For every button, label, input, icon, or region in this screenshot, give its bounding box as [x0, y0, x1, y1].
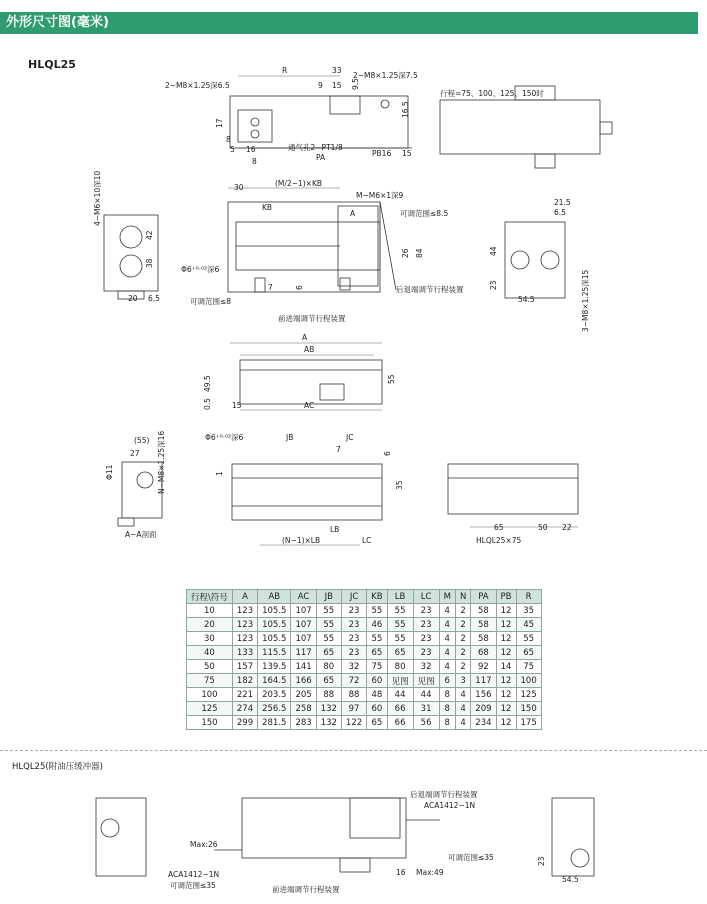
table-cell: 55	[316, 604, 341, 618]
table-cell: 105.5	[258, 618, 291, 632]
table-cell: 115.5	[258, 646, 291, 660]
dim: 15	[402, 149, 412, 158]
table-cell: 65	[316, 646, 341, 660]
table-cell: 107	[291, 618, 316, 632]
dim: 30	[234, 183, 244, 192]
label: 可调范围≤35	[170, 881, 216, 890]
table-cell: 30	[187, 632, 233, 646]
table-cell: 203.5	[258, 688, 291, 702]
table-cell: 80	[316, 660, 341, 674]
table-cell: 139.5	[258, 660, 291, 674]
table-cell: 132	[316, 702, 341, 716]
table-cell: 10	[187, 604, 233, 618]
table-cell: 221	[232, 688, 257, 702]
label: M−M6×1深9	[356, 191, 404, 200]
dim: 5	[230, 145, 235, 154]
table-cell: 55	[387, 618, 413, 632]
table-cell: 100	[187, 688, 233, 702]
table-cell: 117	[291, 646, 316, 660]
label: HLQL25×75	[476, 536, 522, 545]
table-cell: 12	[496, 716, 516, 730]
dim: 15	[232, 401, 242, 410]
table-row	[187, 674, 542, 688]
dim: 21.5	[554, 198, 571, 207]
dim: JC	[346, 433, 354, 442]
table-cell: 20	[187, 618, 233, 632]
table-cell: 45	[516, 618, 541, 632]
dim: 8	[226, 135, 231, 144]
dim: PA	[316, 153, 326, 162]
table-cell: 见图	[413, 674, 439, 688]
table-cell: 75	[187, 674, 233, 688]
table-cell: 175	[516, 716, 541, 730]
dim: A	[350, 209, 356, 218]
table-cell: 48	[367, 688, 387, 702]
table-row	[187, 716, 542, 730]
table-cell: 92	[471, 660, 496, 674]
table-row	[187, 618, 542, 632]
dim: 65	[494, 523, 504, 532]
table-header: 行程\符号	[187, 590, 233, 604]
dim: LB	[330, 525, 340, 534]
label: ACA1412−1N	[424, 801, 476, 810]
table-cell: 205	[291, 688, 316, 702]
label: 前进端调节行程装置	[278, 314, 346, 323]
dim: 6.5	[148, 294, 160, 303]
label: 可调范围≤8	[190, 297, 232, 306]
table-cell: 164.5	[258, 674, 291, 688]
table-cell: 55	[387, 604, 413, 618]
dim: 55	[387, 374, 396, 384]
table-cell: 55	[367, 632, 387, 646]
table-cell: 56	[413, 716, 439, 730]
table-cell: 88	[316, 688, 341, 702]
dim: 20	[128, 294, 138, 303]
table-cell: 55	[387, 632, 413, 646]
table-cell: 58	[471, 618, 496, 632]
table-header: KB	[367, 590, 387, 604]
table-header: PB	[496, 590, 516, 604]
label: 可调范围≤8.5	[400, 209, 449, 218]
dimension-values	[105, 66, 579, 884]
table-cell: 125	[187, 702, 233, 716]
table-header: JC	[341, 590, 366, 604]
table-cell: 8	[439, 702, 455, 716]
table-cell: 97	[341, 702, 366, 716]
dim: PB16	[372, 149, 392, 158]
table-header: A	[232, 590, 257, 604]
table-cell: 150	[516, 702, 541, 716]
table-header: AB	[258, 590, 291, 604]
table-cell: 105.5	[258, 632, 291, 646]
dim: 27	[130, 449, 140, 458]
table-cell: 58	[471, 632, 496, 646]
table-cell: 122	[341, 716, 366, 730]
table-cell: 2	[455, 618, 470, 632]
label: 通气孔2−PT1/8	[288, 143, 343, 152]
table-cell: 12	[496, 632, 516, 646]
table-cell: 60	[367, 702, 387, 716]
dim: JB	[286, 433, 294, 442]
table-header: LC	[413, 590, 439, 604]
table-cell: 55	[316, 618, 341, 632]
dim: 8	[252, 157, 257, 166]
table-cell: 72	[341, 674, 366, 688]
table-cell: 55	[316, 632, 341, 646]
table-cell: 4	[455, 688, 470, 702]
table-cell: 23	[413, 632, 439, 646]
table-cell: 65	[387, 646, 413, 660]
table-cell: 100	[516, 674, 541, 688]
dim: R	[282, 66, 288, 75]
table-cell: 55	[367, 604, 387, 618]
table-cell: 75	[367, 660, 387, 674]
label: 行程=75、100、125、150时	[440, 89, 544, 98]
table-row	[187, 702, 542, 716]
table-cell: 12	[496, 646, 516, 660]
table-cell: 35	[516, 604, 541, 618]
table-cell: 23	[341, 632, 366, 646]
table-cell: 44	[413, 688, 439, 702]
dim: 17	[215, 118, 224, 128]
table-cell: 4	[455, 716, 470, 730]
table-cell: 65	[316, 674, 341, 688]
table-cell: 88	[341, 688, 366, 702]
dim: 1	[215, 471, 224, 476]
table-cell: 105.5	[258, 604, 291, 618]
table-header: LB	[387, 590, 413, 604]
label: (N−1)×LB	[282, 536, 321, 545]
table-cell: 256.5	[258, 702, 291, 716]
dim: 23	[537, 856, 546, 866]
table-cell: 44	[387, 688, 413, 702]
table-header: JB	[316, 590, 341, 604]
table-cell: 66	[387, 716, 413, 730]
dim: 84	[415, 248, 424, 258]
label: ACA1412−1N	[168, 870, 220, 879]
model-title: HLQL25	[28, 58, 76, 71]
dim: 44	[489, 246, 498, 256]
table-cell: 4	[439, 618, 455, 632]
dim: (55)	[134, 436, 150, 445]
label: Φ6⁺⁰·⁰²深6	[205, 433, 244, 442]
table-row	[187, 688, 542, 702]
table-cell: 50	[187, 660, 233, 674]
table-header: R	[516, 590, 541, 604]
dim: 54.5	[562, 875, 579, 884]
dim: 42	[145, 230, 154, 240]
dim: AC	[304, 401, 315, 410]
dim: A	[302, 333, 308, 342]
dim: 16.5	[401, 101, 410, 118]
table-cell: 234	[471, 716, 496, 730]
dim: Φ11	[105, 464, 114, 480]
table-cell: 123	[232, 604, 257, 618]
dim: 6	[383, 451, 392, 456]
label: Max:49	[416, 868, 444, 877]
dim: 6	[295, 285, 304, 290]
table-cell: 4	[439, 632, 455, 646]
table-cell: 12	[496, 688, 516, 702]
table-cell: 23	[413, 618, 439, 632]
table-cell: 3	[455, 674, 470, 688]
table-cell: 107	[291, 632, 316, 646]
table-cell: 4	[439, 660, 455, 674]
dim: 50	[538, 523, 548, 532]
label: 后退端调节行程装置	[410, 790, 478, 799]
table-cell: 23	[341, 646, 366, 660]
section-header: 外形尺寸图(毫米)	[0, 12, 698, 34]
table-cell: 65	[367, 646, 387, 660]
table-header: N	[455, 590, 470, 604]
table-cell: 117	[471, 674, 496, 688]
table-cell: 4	[455, 702, 470, 716]
dim: 9.5	[351, 78, 360, 90]
table-cell: 258	[291, 702, 316, 716]
table-cell: 65	[367, 716, 387, 730]
dim: KB	[262, 203, 273, 212]
table-cell: 2	[455, 646, 470, 660]
dim: AB	[304, 345, 315, 354]
table-cell: 141	[291, 660, 316, 674]
dim: 7	[268, 283, 273, 292]
dim: 7	[336, 445, 341, 454]
table-cell: 60	[367, 674, 387, 688]
table-cell: 75	[516, 660, 541, 674]
table-row	[187, 632, 542, 646]
table-cell: 12	[496, 702, 516, 716]
label: N−M8×1.25深16	[157, 430, 166, 494]
label: (M/2−1)×KB	[275, 179, 323, 188]
label: 前进端调节行程装置	[272, 885, 340, 894]
table-cell: 150	[187, 716, 233, 730]
dim: 38	[145, 258, 154, 268]
label: Φ6⁺⁰·⁰²深6	[181, 265, 220, 274]
dim: 0.5	[203, 398, 212, 410]
table-cell: 40	[187, 646, 233, 660]
table-cell: 2	[455, 604, 470, 618]
table-cell: 274	[232, 702, 257, 716]
dim: 15	[332, 81, 342, 90]
table-cell: 55	[516, 632, 541, 646]
table-header: M	[439, 590, 455, 604]
table-row	[187, 660, 542, 674]
label: 2−M8×1.25深7.5	[353, 71, 418, 80]
table-cell: 209	[471, 702, 496, 716]
table-cell: 133	[232, 646, 257, 660]
table-row	[187, 604, 542, 618]
dim: 26	[401, 248, 410, 258]
label: 可调范围≤35	[448, 853, 494, 862]
table-cell: 132	[316, 716, 341, 730]
dim: 33	[332, 66, 342, 75]
label: 2−M8×1.25深6.5	[165, 81, 230, 90]
dim: 49.5	[203, 375, 212, 392]
table-cell: 123	[232, 632, 257, 646]
table-cell: 66	[387, 702, 413, 716]
table-cell: 281.5	[258, 716, 291, 730]
table-cell: 156	[471, 688, 496, 702]
table-cell: 6	[439, 674, 455, 688]
dim: 22	[562, 523, 572, 532]
table-cell: 46	[367, 618, 387, 632]
table-cell: 166	[291, 674, 316, 688]
table-row	[187, 646, 542, 660]
label: 3−M8×1.25深15	[581, 269, 590, 332]
dimension-table	[186, 589, 542, 730]
table-cell: 32	[341, 660, 366, 674]
label: A−A剖面	[125, 530, 157, 539]
table-cell: 182	[232, 674, 257, 688]
table-cell: 157	[232, 660, 257, 674]
table-cell: 80	[387, 660, 413, 674]
table-cell: 8	[439, 716, 455, 730]
table-cell: 283	[291, 716, 316, 730]
dim: 54.5	[518, 295, 535, 304]
dim: 23	[489, 280, 498, 290]
table-cell: 65	[516, 646, 541, 660]
table-cell: 12	[496, 674, 516, 688]
table-cell: 23	[341, 604, 366, 618]
dim: 6.5	[554, 208, 566, 217]
table-cell: 31	[413, 702, 439, 716]
table-cell: 23	[341, 618, 366, 632]
dim: 9	[318, 81, 323, 90]
table-cell: 4	[439, 646, 455, 660]
label: Max:26	[190, 840, 218, 849]
table-cell: 8	[439, 688, 455, 702]
table-cell: 4	[439, 604, 455, 618]
table-cell: 见图	[387, 674, 413, 688]
separator	[0, 750, 707, 751]
table-cell: 2	[455, 632, 470, 646]
dim: LC	[362, 536, 372, 545]
table-cell: 299	[232, 716, 257, 730]
table-cell: 2	[455, 660, 470, 674]
table-cell: 12	[496, 604, 516, 618]
table-cell: 125	[516, 688, 541, 702]
dim: 16	[246, 145, 256, 154]
label: 4−M6×10深10	[93, 170, 102, 226]
table-cell: 32	[413, 660, 439, 674]
table-cell: 123	[232, 618, 257, 632]
table-cell: 58	[471, 604, 496, 618]
dimension-labels	[93, 71, 590, 894]
table-cell: 12	[496, 618, 516, 632]
table-header: AC	[291, 590, 316, 604]
dim: 35	[395, 480, 404, 490]
label: 后退端调节行程装置	[396, 285, 464, 294]
table-cell: 14	[496, 660, 516, 674]
table-cell: 23	[413, 646, 439, 660]
table-cell: 107	[291, 604, 316, 618]
table-cell: 23	[413, 604, 439, 618]
dim: 16	[396, 868, 406, 877]
table-header: PA	[471, 590, 496, 604]
sub-title: HLQL25(附油压缓冲器)	[12, 762, 104, 772]
table-cell: 68	[471, 646, 496, 660]
